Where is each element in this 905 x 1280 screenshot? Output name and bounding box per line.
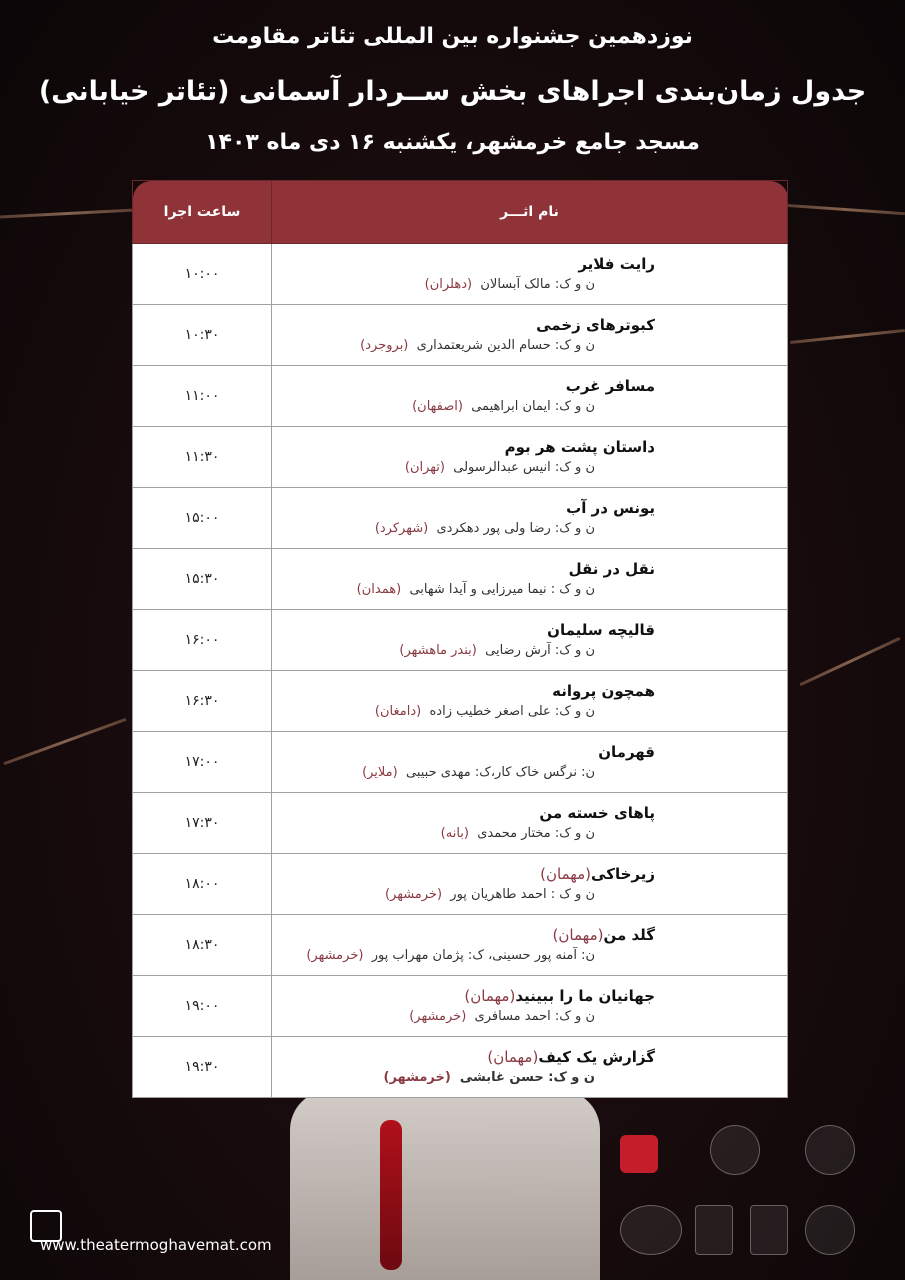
- work-title-text: رایت فلایر: [578, 255, 655, 273]
- work-title-text: کبوترهای زخمی: [536, 316, 655, 334]
- time-cell: ۱۵:۳۰: [133, 549, 272, 610]
- sponsor-logo: [620, 1135, 658, 1173]
- work-title: [272, 619, 655, 641]
- work-credit: [272, 458, 655, 478]
- time-cell: ۱۶:۳۰: [133, 671, 272, 732]
- time-cell: ۱۹:۳۰: [133, 1037, 272, 1098]
- city-tag: (بروجرد): [360, 338, 409, 353]
- credit-text: ن و ک: مختار محمدی: [477, 826, 595, 841]
- work-cell: [272, 427, 788, 488]
- work-title: [272, 802, 655, 824]
- sponsor-logo: [710, 1125, 760, 1175]
- city-tag: (خرمشهر): [384, 887, 443, 902]
- work-cell: [272, 305, 788, 366]
- work-credit: [272, 641, 655, 661]
- table-row: [133, 732, 788, 793]
- work-credit: [272, 702, 655, 722]
- work-title: [272, 1046, 655, 1068]
- work-cell: [272, 671, 788, 732]
- sponsor-logos: [610, 1125, 860, 1265]
- credit-text: ن و ک: ایمان ابراهیمی: [471, 399, 595, 414]
- time-cell: ۱۸:۳۰: [133, 915, 272, 976]
- time-cell: ۱۱:۳۰: [133, 427, 272, 488]
- work-credit: [272, 824, 655, 844]
- time-cell: ۱۰:۳۰: [133, 305, 272, 366]
- blood-drip: [380, 1120, 402, 1270]
- city-tag: (شهرکرد): [374, 521, 429, 536]
- credit-text: ن: نرگس خاک کار،ک: مهدی حبیبی: [405, 765, 595, 780]
- work-credit: [272, 763, 655, 783]
- table-row: [133, 793, 788, 854]
- work-title-text: گزارش یک کیف: [538, 1048, 655, 1066]
- work-title: [272, 375, 655, 397]
- table-row: [133, 976, 788, 1037]
- work-title: [272, 863, 655, 885]
- work-cell: [272, 732, 788, 793]
- credit-text: ن و ک: مالک آبسالان: [480, 277, 595, 292]
- sponsor-logo: [805, 1125, 855, 1175]
- schedule-title: جدول زمان‌بندی اجراهای بخش ســردار آسمانی (تئاتر خیابانی): [38, 76, 867, 107]
- city-tag: (دهلران): [424, 277, 473, 292]
- work-title: [272, 680, 655, 702]
- wrist-illustration: [290, 1090, 600, 1280]
- background-wire-right-top: [785, 204, 905, 215]
- background-wire-right-mid: [790, 329, 905, 344]
- credit-text: ن و ک: احمد مسافری: [474, 1009, 595, 1024]
- work-credit: [272, 1007, 655, 1027]
- work-credit: [272, 275, 655, 295]
- festival-title: نوزدهمین جشنواره بین المللی تئاتر مقاومت: [212, 24, 693, 49]
- background-wire-left-top: [0, 208, 135, 218]
- work-title-text: یونس در آب: [566, 499, 655, 517]
- column-header-work: نام اثـــر: [272, 181, 788, 244]
- city-tag: (خرمشهر): [409, 1009, 467, 1024]
- work-title: [272, 558, 655, 580]
- time-cell: ۱۶:۰۰: [133, 610, 272, 671]
- city-tag: (بندر ماهشهر): [399, 643, 477, 658]
- work-credit: [272, 1068, 655, 1088]
- time-cell: ۱۱:۰۰: [133, 366, 272, 427]
- work-credit: [272, 580, 655, 600]
- work-title-text: زیرخاکی: [591, 865, 655, 883]
- work-cell: [272, 1037, 788, 1098]
- work-title-text: داستان پشت هر بوم: [504, 438, 655, 456]
- credit-text: ن و ک: حسن غابشی: [459, 1070, 595, 1085]
- time-cell: ۱۰:۰۰: [133, 244, 272, 305]
- credit-text: ن و ک : احمد طاهریان پور: [450, 887, 595, 902]
- work-credit: [272, 885, 655, 905]
- sponsor-logo: [805, 1205, 855, 1255]
- guest-tag: (مهمان): [552, 926, 604, 944]
- work-cell: [272, 488, 788, 549]
- table-row: [133, 549, 788, 610]
- work-title: [272, 436, 655, 458]
- work-cell: [272, 610, 788, 671]
- city-tag: (اصفهان): [412, 399, 463, 414]
- work-title: [272, 253, 655, 275]
- guest-tag: (مهمان): [540, 865, 592, 883]
- work-title: [272, 314, 655, 336]
- work-credit: [272, 519, 655, 539]
- table-row: [133, 244, 788, 305]
- city-tag: (ملایر): [362, 765, 398, 780]
- work-title-text: جهانیان ما را ببینید: [515, 987, 655, 1005]
- table-row: [133, 366, 788, 427]
- guest-tag: (مهمان): [464, 987, 516, 1005]
- work-title-text: قالیچه سلیمان: [547, 621, 655, 639]
- table-row: [133, 427, 788, 488]
- time-cell: ۱۷:۳۰: [133, 793, 272, 854]
- guest-tag: (مهمان): [487, 1048, 539, 1066]
- sponsor-logo: [695, 1205, 733, 1255]
- work-cell: [272, 976, 788, 1037]
- table-row: [133, 610, 788, 671]
- work-title: [272, 741, 655, 763]
- city-tag: (دامغان): [374, 704, 422, 719]
- work-cell: [272, 854, 788, 915]
- website-url: www.theatermoghavemat.com: [40, 1236, 272, 1254]
- credit-text: ن و ک: حسام الدین شریعتمداری: [416, 338, 595, 353]
- time-cell: ۱۹:۰۰: [133, 976, 272, 1037]
- time-cell: ۱۷:۰۰: [133, 732, 272, 793]
- table-header-row: [133, 181, 788, 244]
- work-cell: [272, 244, 788, 305]
- festival-logo: [28, 1150, 298, 1230]
- table-row: [133, 1037, 788, 1098]
- work-title-text: همچون پروانه: [552, 682, 655, 700]
- city-tag: (خرمشهر): [383, 1070, 451, 1085]
- city-tag: (تهران): [404, 460, 445, 475]
- work-cell: [272, 549, 788, 610]
- work-cell: [272, 366, 788, 427]
- table-row: [133, 671, 788, 732]
- credit-text: ن و ک: علی اصغر خطیب زاده: [429, 704, 595, 719]
- venue-date: مسجد جامع خرمشهر، یکشنبه ۱۶ دی ماه ۱۴۰۳: [205, 130, 700, 155]
- table-row: [133, 305, 788, 366]
- credit-text: ن و ک: رضا ولی پور دهکردی: [436, 521, 595, 536]
- work-title-text: پاهای خسته من: [539, 804, 655, 822]
- work-title-text: مسافر غرب: [565, 377, 655, 395]
- work-title-text: گلد من: [603, 926, 655, 944]
- work-title: [272, 924, 655, 946]
- sponsor-logo: [750, 1205, 788, 1255]
- work-credit: [272, 336, 655, 356]
- time-cell: ۱۸:۰۰: [133, 854, 272, 915]
- background-wire-right-low: [800, 637, 901, 686]
- credit-text: ن و ک: انیس عبدالرسولی: [453, 460, 595, 475]
- city-tag: (همدان): [356, 582, 402, 597]
- city-tag: (خرمشهر): [306, 948, 364, 963]
- work-cell: [272, 793, 788, 854]
- work-title: [272, 985, 655, 1007]
- city-tag: (بانه): [440, 826, 469, 841]
- background-wire-left-low: [3, 718, 126, 765]
- work-title: [272, 497, 655, 519]
- time-cell: ۱۵:۰۰: [133, 488, 272, 549]
- work-credit: [272, 397, 655, 417]
- table-row: [133, 488, 788, 549]
- work-credit: [272, 946, 655, 966]
- work-title-text: نقل در نقل: [568, 560, 655, 578]
- schedule-table: [132, 180, 788, 1100]
- column-header-time: ساعت اجرا: [133, 181, 272, 244]
- credit-text: ن: آمنه پور حسینی، ک: پژمان مهراب پور: [371, 948, 595, 963]
- work-cell: [272, 915, 788, 976]
- credit-text: ن و ک: آرش رضایی: [485, 643, 595, 658]
- table-row: [133, 854, 788, 915]
- credit-text: ن و ک : نیما میرزایی و آیدا شهابی: [409, 582, 595, 597]
- work-title-text: قهرمان: [598, 743, 655, 761]
- table-row: [133, 915, 788, 976]
- sponsor-logo: [620, 1205, 682, 1255]
